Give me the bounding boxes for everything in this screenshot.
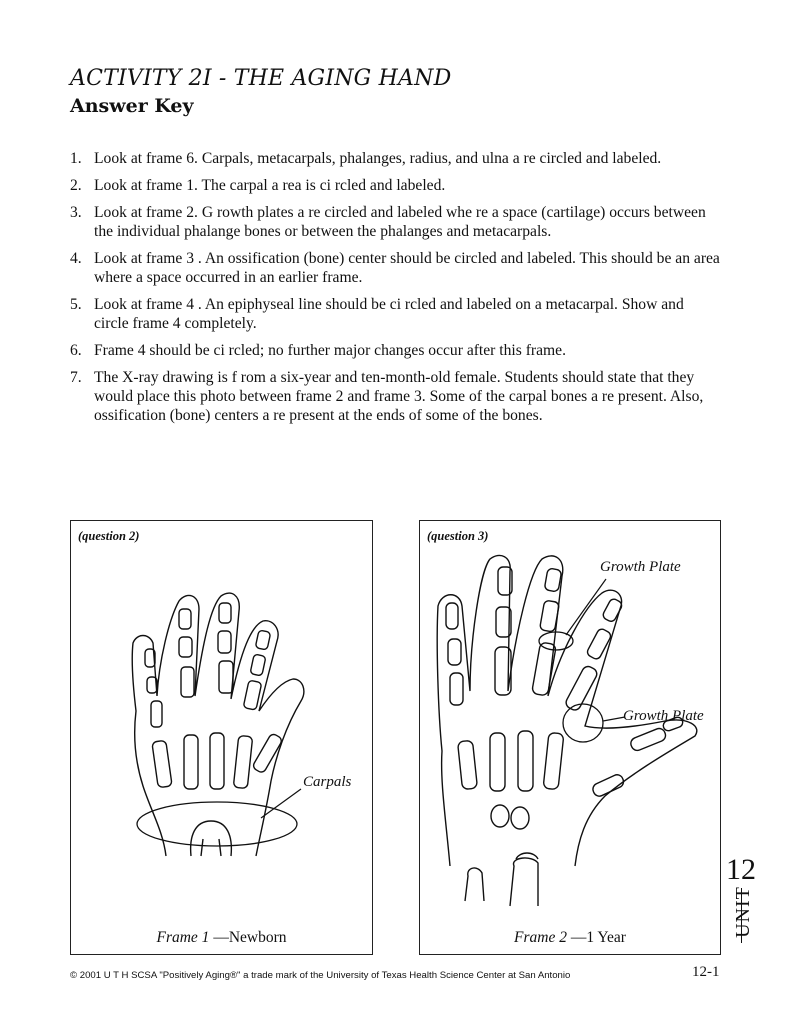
growth-plate-label: Growth Plate [600, 559, 681, 575]
answer-item [70, 368, 720, 425]
answer-item [70, 203, 720, 241]
frame-age: —Newborn [209, 929, 287, 946]
copyright-footer: © 2001 U T H SCSA "Positively Aging®" a trade mark of the University of Texas Health Science Center at San Antonio [70, 970, 571, 981]
item-number: 5. [70, 296, 82, 313]
item-text: Look at frame 6. Carpals, metacarpals, phalanges, radius, and ulna a re circled and labeled. [94, 150, 662, 167]
frame-name: Frame 2 [514, 929, 567, 946]
answer-list [70, 149, 720, 433]
item-number: 1. [70, 150, 82, 167]
item-text: The X-ray drawing is f rom a six-year and ten-month-old female. Students should state that they would place this photo between frame 2 and frame 3. Some of the carpal bones a re present. Also, ossification (bone) centers a re present at the ends of some of the bones. [94, 369, 704, 424]
frame-2-panel [419, 520, 721, 955]
answer-item [70, 176, 720, 195]
frame-name: Frame 1 [156, 929, 210, 946]
item-text: Look at frame 3 . An ossification (bone) center should be circled and labeled. This should be an area where a space occurred in an earlier frame. [94, 250, 720, 286]
item-number: 4. [70, 250, 82, 267]
item-number: 6. [70, 342, 82, 359]
unit-label: UNIT [732, 886, 754, 938]
item-text: Look at frame 4 . An epiphyseal line should be ci rcled and labeled on a metacarpal. Show and circle frame 4 completely. [94, 296, 684, 332]
growth-plate-label: Growth Plate [623, 708, 704, 724]
newborn-hand-drawing [71, 521, 374, 956]
frame-caption [71, 929, 372, 947]
answer-item [70, 149, 720, 168]
carpals-label: Carpals [303, 774, 352, 790]
frame-caption [420, 929, 720, 947]
page-number: 12-1 [692, 964, 720, 980]
frame-age: —1 Year [566, 929, 626, 946]
one-year-hand-drawing [420, 521, 722, 956]
item-text: Look at frame 2. G rowth plates a re circled and labeled whe re a space (cartilage) occurs between the individual phalange bones or between the phalanges and metacarpals. [94, 204, 706, 240]
item-text: Look at frame 1. The carpal a rea is ci rcled and labeled. [94, 177, 446, 194]
item-number: 7. [70, 369, 82, 386]
item-number: 2. [70, 177, 82, 194]
item-number: 3. [70, 204, 82, 221]
answer-item [70, 341, 720, 360]
frame-question-label: (question 3) [427, 529, 489, 543]
page-title: ACTIVITY 2I - THE AGING HAND [70, 66, 452, 91]
answer-item [70, 249, 720, 287]
unit-number: 12 [726, 853, 756, 886]
item-text: Frame 4 should be ci rcled; no further major changes occur after this frame. [94, 342, 566, 359]
frame-1-panel [70, 520, 373, 955]
frame-question-label: (question 2) [78, 529, 140, 543]
page-subtitle: Answer Key [70, 95, 194, 117]
answer-item [70, 295, 720, 333]
